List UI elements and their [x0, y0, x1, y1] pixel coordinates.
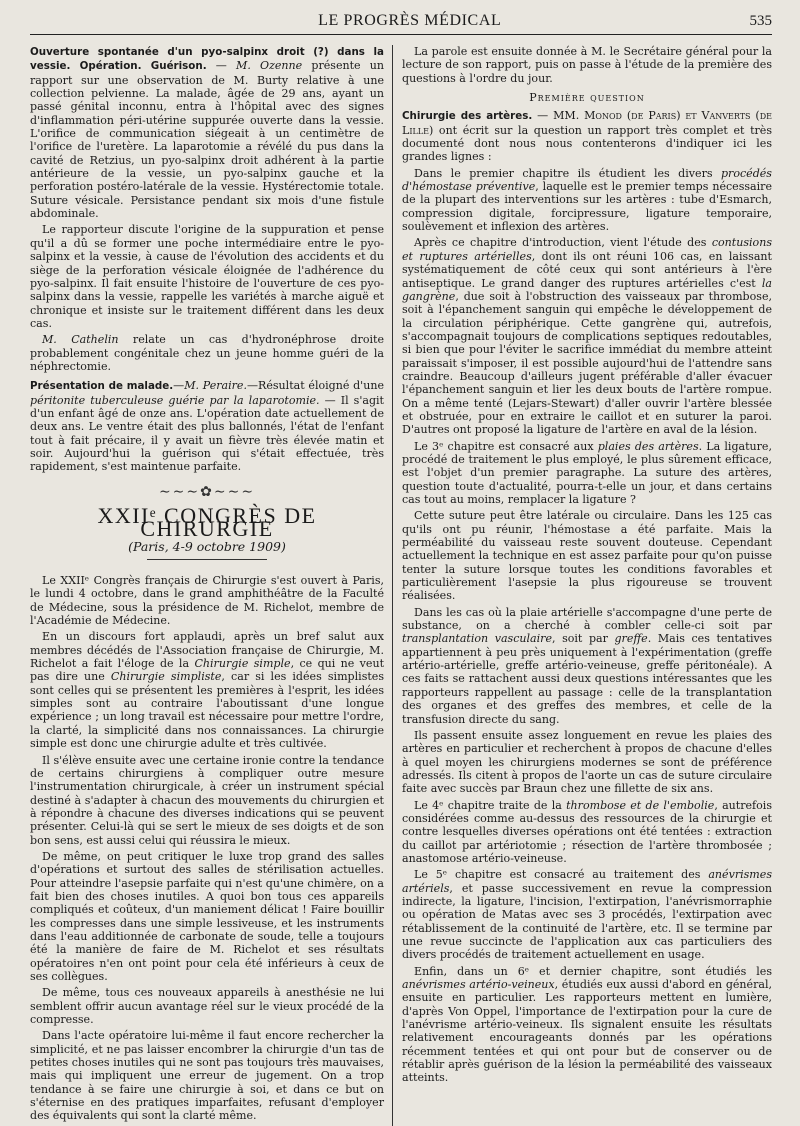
paragraph — [402, 799, 772, 866]
paragraph: La parole est ensuite donnée à M. le Secrétaire général pour la lecture de son rapport, puis on passe à l'étude de la première des questions à l'ordre du jour. — [402, 45, 772, 85]
ornament-divider: ∼∼∼✿∼∼∼ — [158, 483, 256, 500]
article-heading: Ouverture spontanée d'un pyo-salpinx droit (?) dans la vessie. Opération. Guérison. — [30, 46, 384, 73]
paragraph: Le XXIIᵉ Congrès français de Chirurgie s'est ouvert à Paris, le lundi 4 octobre, dans le grand amphithéâtre de la Faculté de Médecine, sous la présidence de M. Richelot, membre de l'Académie de Médecine. — [30, 574, 384, 628]
italic-term: Chirurgie simple — [194, 657, 291, 671]
right-column — [392, 45, 772, 1126]
page-header — [30, 12, 772, 35]
paragraph-text: , étudiés eux aussi d'abord en général, ensuite en particulier. Les rapporteurs mettent en lumière, d'après Von Oppel, l'importance de l'extirpation pour la cure de l'anévrisme artério-veineux. Ils signalent ensuite les résultats relativement encourageants donnés par les opérations récemment tentées et qui ont pour but de conserver ou de rétablir après guérison de la lésion la perméabilité des vaisseaux atteints. — [402, 978, 772, 1085]
paragraph-text: En un discours fort applaudi, après un bref salut aux membres décédés de l'Association française de Chirurgie, M. Richelot a fait l'éloge de la — [30, 630, 384, 671]
italic-term: transplantation vasculaire — [402, 632, 552, 646]
left-column — [30, 45, 392, 1126]
journal-title: LE PROGRÈS MÉDICAL — [318, 12, 502, 29]
paragraph — [402, 606, 772, 726]
paragraph-text: , autrefois considérées comme au-dessus des ressources de la chirurgie et contre lesquelles diverses opérations ont été tentées : extraction du caillot par artériotomie ; résection de l'artère thrombosée ; anastomose artério-veineuse. — [402, 798, 772, 865]
paragraph: Le rapporteur discute l'origine de la suppuration et pense qu'il a dû se former une poche intermédiaire entre le pyo-salpinx et la vessie, à cause de l'évolution des accidents et du siège de la perforation vésicale éloignée de l'adhérence du pyo-salpinx. Il fait ensuite l'histoire de l'ouverture de ces pyo-salpinx dans la vessie, rappelle les variétés à marche aiguë et chronique et insiste sur le traitement différent dans les deux cas. — [30, 223, 384, 330]
paragraph-text: , soit par — [552, 632, 608, 646]
paragraph-text: — Il s'agit d'un enfant âgé de onze ans. L'opération date actuellement de deux ans. Le ventre était des plus ballonnés, l'état de l'enfant tout à fait précaire, il y avait un fièvre très élevée matin et soir. Aujourd'hui la guérison qui s'était effectuée, très rapidement, s'est maintenue parfaite. — [30, 393, 384, 474]
paragraph-text: Après ce chapitre d'introduction, vient l'étude des — [414, 236, 707, 250]
title-rule — [147, 559, 267, 560]
paragraph-text: , car si les idées simplistes sont celles qui se présentent les premières à l'esprit, les idées simples sont au contraire l'aboutissant d'une longue expérience ; un long travail est nécessaire pour mettre l'ordre, la clarté, la simplicité dans nos connaissances. La chirurgie simple est donc une chirurgie adulte et très cultivée. — [30, 670, 385, 751]
paragraph-text: ont écrit sur la question un rapport très complet et très documenté dont nous nous contenterons d'indiquer ici les grandes lignes : — [402, 123, 773, 164]
paragraph: Il s'élève ensuite avec une certaine ironie contre la tendance de certains chirurgiens à compliquer outre mesure l'instrumentation chirurgicale, à créer un instrument spécial destiné à s'adapter à chacun des mouvements du chirurgien et à répondre à chacune des diverses indications qui se peuvent présenter. Celui-là qui se sert le mieux de ses doigts et de son bon sens, est aussi celui qui réussira le mieux. — [30, 753, 384, 847]
paragraph-text: , laquelle est le premier temps nécessaire de la plupart des interventions sur les artères : tube d'Esmarch, compression digitale, forcipressure, ligature temporaire, soulèvement et inflexion des artères. — [402, 180, 772, 234]
paragraph-text: , ce qui ne veut pas dire une — [30, 657, 385, 684]
article-presentation: Présentation de malade.—M. Peraire.—Résultat éloigné d'une péritonite tuberculeuse guérie par la laparotomie. — Il s'agit d'un enfant âgé de onze ans. L'opération date actuellement de deux ans. Le ventre était des plus ballonnés, l'état de l'enfant tout à fait précaire, il y avait un fièvre très élevée matin et soir. Aujourd'hui la guérison qui s'était effectuée, très rapidement, s'est maintenue parfaite. — [30, 379, 384, 474]
author-name: M. Ozenne — [236, 59, 303, 73]
paragraph: Ils passent ensuite assez longuement en revue les plaies des artères en particulier et recherchent à propos de chacune d'elles à quel moyen les chirurgiens modernes se sont de préférence adressés. Ils citent à propos de l'aorte un cas de suture circulaire faite avec succès par Braun chez une fillette de six ans. — [402, 728, 772, 796]
paragraph-text: Le 4ᵉ chapitre traite de la — [414, 798, 562, 812]
paragraph-text: Enfin, dans un 6ᵉ et dernier chapitre, sont étudiés les — [414, 964, 772, 978]
article-heading: Présentation de malade. — [30, 380, 174, 393]
italic-term: anévrismes artério-veineux — [402, 978, 555, 992]
paragraph — [402, 965, 772, 1085]
page-number: 535 — [749, 13, 772, 29]
congress-subtitle: (Paris, 4-9 octobre 1909) — [128, 538, 286, 554]
italic-term: greffe — [614, 632, 648, 646]
paragraph-text: Le 3ᵉ chapitre est consacré aux — [414, 439, 594, 453]
paragraph — [402, 236, 772, 436]
italic-term: anévrismes artériels — [402, 868, 772, 895]
paragraph-text: . Mais ces tentatives appartiennent à peu près uniquement à l'expérimentation (greffe artério-artérielle, greffe artério-veineuse, greffe péritonéale). A ces faits se rattachent aussi deux questions intéressantes que les rapporteurs rappellent au passage : celle de la transplantation des organes et des greffes des membres, et celle de la transfusion directe du sang. — [402, 632, 772, 726]
author-name: M. Cathelin — [42, 333, 119, 347]
article-heading: Chirurgie des artères. — [402, 110, 533, 123]
paragraph-text: présente un rapport sur une observation de M. Burty relative à une collection pelvienne. La malade, âgée de 29 ans, ayant un passé génital inconnu, entra à l'hôpital avec des signes d'inflammation péri-utérine suppurée ouverte dans la vessie. L'orifice de communication siégeait à un centimètre de l'orifice de l'uretère. La laparotomie a révélé du pus dans la cavité de Retzius, un pyo-salpinx droit adhérent à la partie antérieure de la vessie, un pyo-salpinx gauche et la perforation postéro-latérale de la vessie. Hystérectomie totale. Suture vésicale. Persistance pendant six mois d'une fistule abdominale. — [30, 59, 384, 221]
italic-term: plaies des artères — [597, 439, 699, 453]
congress-title: XXIIᵉ CONGRÈS DE CHIRURGIE — [97, 503, 317, 542]
author-name: M. Peraire. — [184, 379, 247, 393]
paragraph: Cette suture peut être latérale ou circulaire. Dans les 125 cas qu'ils ont pu réunir, l'hémostase a été parfaite. Mais la perméabilité du vaisseau reste souvent douteuse. Cependant actuellement la technique en est assez parfaite pour qu'on puisse tenter la suture lorsque toutes les conditions favorables et particulièrement l'asepsie la plus rigoureuse se trouvent réalisées. — [402, 509, 772, 603]
paragraph: De même, on peut critiquer le luxe trop grand des salles d'opérations et surtout des salles de stérilisation actuelles. Pour atteindre l'asepsie parfaite qui n'est qu'une chimère, on a fait bien des choses inutiles. A quoi bon tous ces appareils compliqués et coûteux, d'un maniement délicat ! Faire bouillir les compresses dans une simple lessiveuse, et les instruments dans l'eau additionnée de carbonate de soude, telle a toujours été la manière de faire de M. Richelot et ses résultats opératoires n'en ont point pour cela été inférieurs à ceux de ses collègues. — [30, 849, 384, 983]
paragraph: Dans l'acte opératoire lui-même il faut encore rechercher la simplicité, et ne pas laisser encombrer la chirurgie d'un tas de petites choses inutiles qui ne sont pas toujours très mauvaises, mais qui impliquent une erreur de jugement. On a trop tendance à se faire une chirurgie à soi, et dans ce but on s'éternise en des pratiques imparfaites, refusant d'employer des équivalents qui sont la clarté même. — [30, 1029, 384, 1123]
paragraph — [402, 868, 772, 961]
italic-term: contusions et ruptures artérielles — [402, 236, 772, 263]
paragraph-text: Dans les cas où la plaie artérielle s'accompagne d'une perte de substance, on a cherché à combler celle-ci soit par — [402, 605, 772, 633]
italic-term: Chirurgie simpliste — [110, 670, 222, 684]
italic-term: thrombose et de l'embolie — [566, 798, 715, 812]
paragraph — [30, 333, 384, 373]
italic-term: la gangrène — [402, 276, 772, 303]
article-arteres — [402, 109, 772, 163]
paragraph-text: . La ligature, procédé de traitement le plus employé, le plus sûrement efficace, est l'objet d'un premier paragraphe. La suture des artères, question toute d'actualité, pourra-t-elle un jour, et dans certains cas tout au moins, remplacer la ligature ? — [402, 439, 772, 506]
italic-title: péritonite tuberculeuse guérie par la laparotomie. — [30, 393, 320, 407]
paragraph-text: , dont ils ont réuni 106 cas, en laissant systématiquement de côté ceux qui sont antérieurs à l'ère antiseptique. Le grand danger des ruptures artérielles c'est — [402, 249, 772, 290]
paragraph: De même, tous ces nouveaux appareils à anesthésie ne lui semblent offrir aucun avantage réel sur le vieux procédé de la compresse. — [30, 986, 384, 1027]
paragraph-text: , due soit à l'obstruction des vaisseaux par thrombose, soit à l'épanchement sanguin qui empêche le développement de la circulation périphérique. Cette gangrène qui, autrefois, s'accompagnait toujours de complications septiques redoutables, si bien que pour l'éviter le sacrifice immédiat du membre atteint paraissait s'imposer, il est possible aujourd'hui de l'attendre sans craindre. Beaucoup d'ailleurs jugent préférable d'aller évacuer l'épanchement sanguin et lier les deux bouts de l'artère rompue. On a même tenté (Lejars-Stewart) d'aller ouvrir l'artère blessée et obstruée, pour en extraire le caillot et en suturer la paroi. D'autres ont proposé la ligature de l'artère en aval de la lésion. — [402, 289, 772, 437]
paragraph — [30, 630, 384, 750]
paragraph-text: , et passe successivement en revue la compression indirecte, la ligature, l'incision, l'extirpation, l'anévrismorraphie ou opération de Matas avec ses 3 procédés, l'extirpation avec rétablissement de la continuité de l'artère, etc. Il se termine par une revue succincte de l'application aux cas particuliers des divers procédés de traitement actuellement en usage. — [402, 881, 772, 962]
article-pyosalpinx: Ouverture spontanée d'un pyo-salpinx droit (?) dans la vessie. Opération. Guérison. — M. Ozenne présente un rapport sur une observation de M. Burty relative à une collection pelvienne. La malade, âgée de 29 ans, ayant un passé génital inconnu, entra à l'hôpital avec des signes d'inflammation péri-utérine suppurée ouverte dans la vessie. L'orifice de communication siégeait à un centimètre de l'orifice de l'uretère. La laparotomie a révélé du pus dans la cavité de Retzius, un pyo-salpinx droit adhérent à la partie antérieure de la vessie, un pyo-salpinx gauche et la perforation postéro-latérale de la vessie. Hystérectomie totale. Suture vésicale. Persistance pendant six mois d'une fistule abdominale. — [30, 46, 384, 221]
italic-term: procédés d'hémostase préventive — [402, 166, 772, 194]
paragraph-text: Résultat éloigné d'une — [258, 379, 384, 393]
section-heading: Première question — [529, 91, 645, 105]
columns — [30, 45, 772, 1126]
paragraph — [402, 167, 772, 234]
paragraph — [402, 440, 772, 507]
paragraph-text: relate un cas d'hydronéphrose droite probablement congénitale chez un jeune homme guéri de la néphrectomie. — [30, 333, 384, 373]
author-names: — MM. Monod (de Paris) et Vanverts (de Lille) — [402, 109, 772, 137]
paragraph-text: Dans le premier chapitre ils étudient les divers — [414, 166, 713, 180]
paragraph-text: Le 5ᵉ chapitre est consacré au traitement des — [414, 868, 701, 882]
